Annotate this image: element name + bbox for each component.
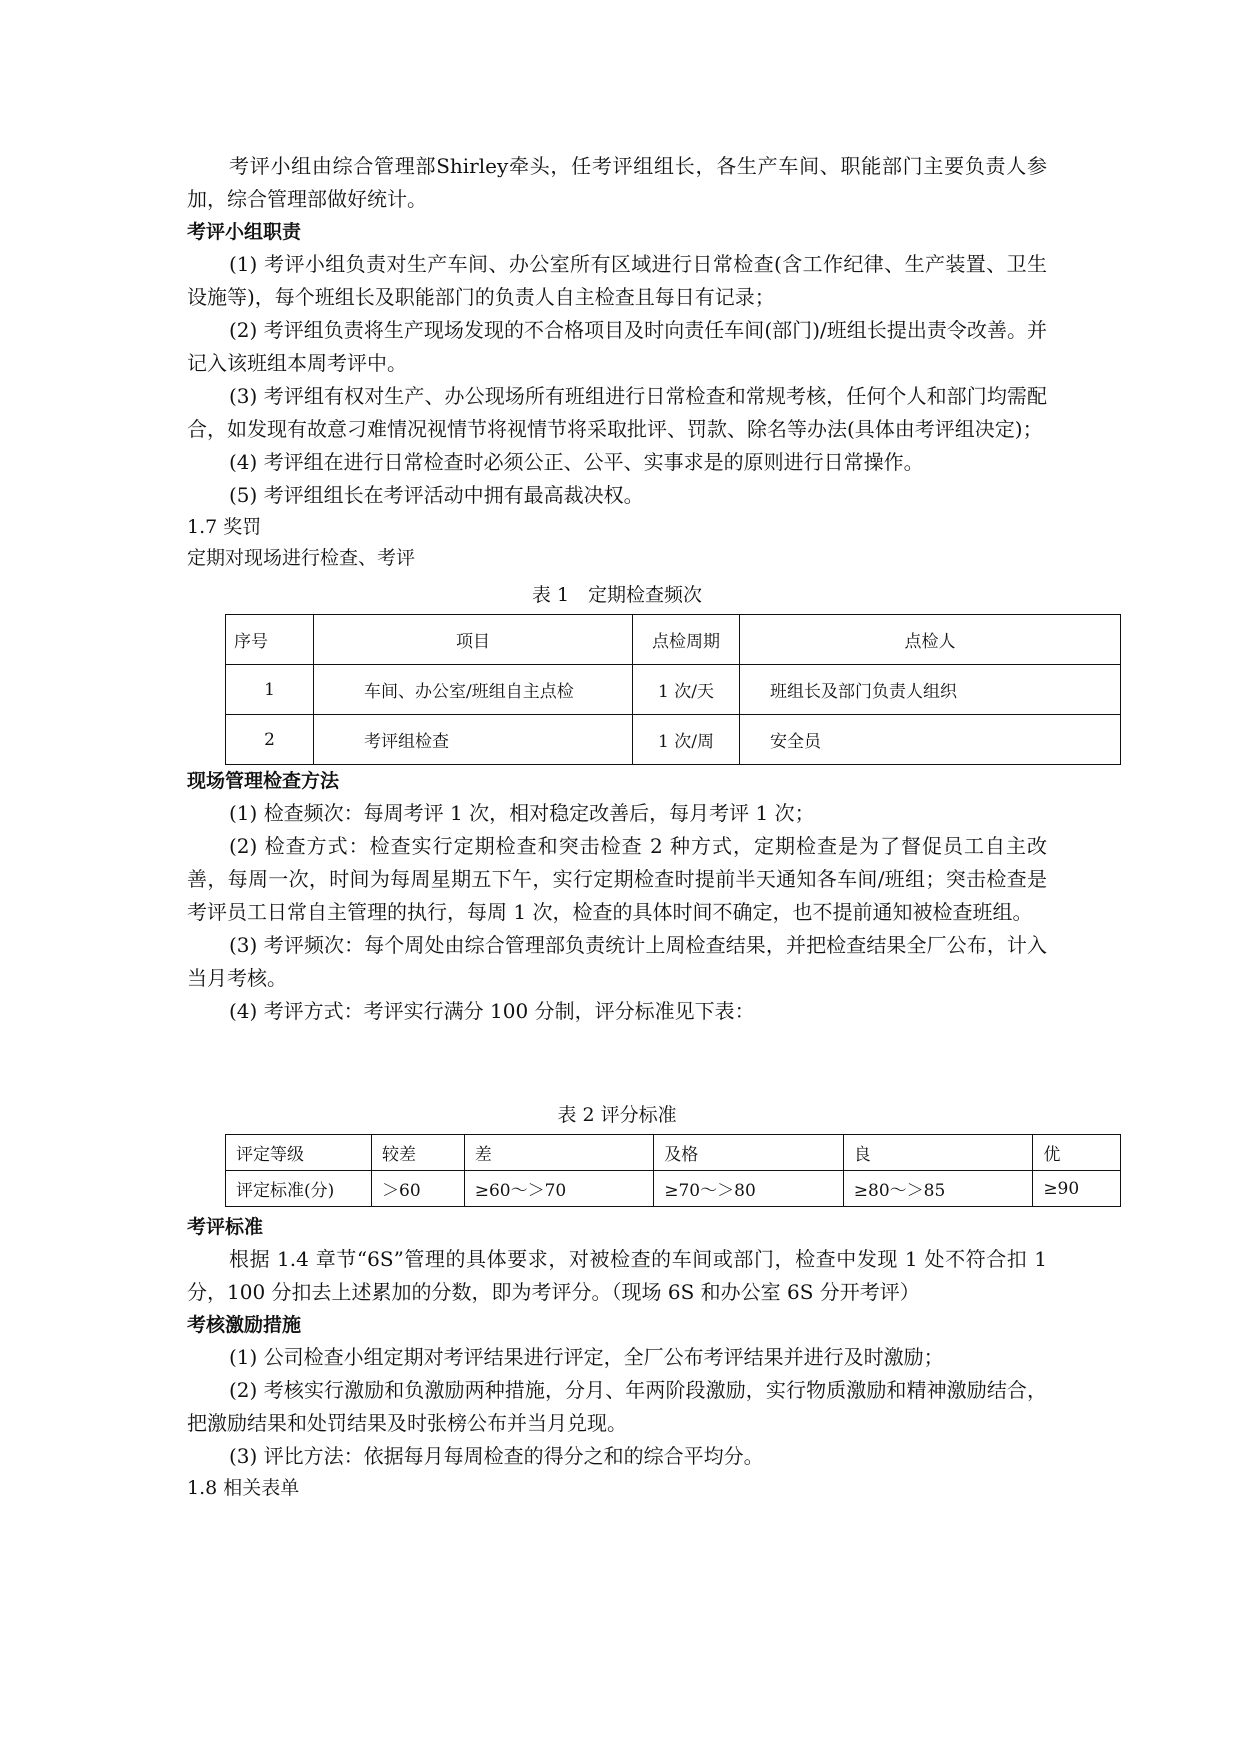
table-row [226,715,1121,765]
table-cell: 及格 [654,1135,844,1171]
table-cell: 良 [843,1135,1033,1171]
table-cell: 1 [226,665,314,715]
incentive-item: (2) 考核实行激励和负激励两种措施，分月、年两阶段激励，实行物质激励和精神激励结合，把激励结果和处罚结果及时张榜公布并当月兑现。 [187,1378,1047,1435]
table-cell: 评定标准(分) [226,1171,372,1207]
duty-item: (4) 考评组在进行日常检查时必须公正、公平、实事求是的原则进行日常操作。 [229,450,924,474]
section-1-7-heading: 1.7 奖罚 [187,516,262,538]
table-cell: 车间、办公室/班组自主点检 [314,665,633,715]
table-header-cell: 序号 [226,615,314,665]
table-cell: 1 次/天 [633,665,740,715]
incentive-heading: 考核激励措施 [187,1314,302,1336]
document-page [187,150,1080,1504]
table-cell: 班组长及部门负责人组织 [740,665,1121,715]
table-header-cell: 点检人 [740,615,1121,665]
method-heading: 现场管理检查方法 [187,770,340,792]
scoring-standard-table [225,1134,1121,1207]
duty-item: (3) 考评组有权对生产、办公现场所有班组进行日常检查和常规考核，任何个人和部门均需配合，如发现有故意刁难情况视情节将视情节将采取批评、罚款、除名等办法(具体由考评组决定)； [187,384,1047,441]
periodic-check-line: 定期对现场进行检查、考评 [187,547,416,569]
table-row [226,1135,1121,1171]
method-item: (1) 检查频次：每周考评 1 次，相对稳定改善后，每月考评 1 次； [229,801,815,825]
table-header-cell: 点检周期 [633,615,740,665]
duty-item: (5) 考评组组长在考评活动中拥有最高裁决权。 [229,483,644,507]
table-cell: ≥80～＞85 [843,1171,1033,1207]
incentive-item: (3) 评比方法：依据每月每周检查的得分之和的综合平均分。 [229,1444,764,1468]
standard-heading: 考评标准 [187,1216,264,1238]
table-row [226,665,1121,715]
incentive-item: (1) 公司检查小组定期对考评结果进行评定，全厂公布考评结果并进行及时激励； [229,1345,944,1369]
table-cell: ＞60 [372,1171,465,1207]
table-row [226,1171,1121,1207]
method-item: (2) 检查方式：检查实行定期检查和突击检查 2 种方式，定期检查是为了督促员工自主改善，每周一次，时间为每周星期五下午，实行定期检查时提前半天通知各车间/班组；突击检查是考评员工日常自主管理的执行，每周 1 次，检查的具体时间不确定，也不提前通知被检查班组。 [187,834,1047,924]
spacer [187,1028,1047,1094]
table-header-cell: 项目 [314,615,633,665]
duty-item: (1) 考评小组负责对生产车间、办公室所有区域进行日常检查(含工作纪律、生产装置、卫生设施等)，每个班组长及职能部门的负责人自主检查且每日有记录； [187,252,1047,309]
table-cell: ≥60～＞70 [464,1171,654,1207]
inspection-frequency-table [225,614,1121,765]
table-cell: 1 次/周 [633,715,740,765]
duties-heading: 考评小组职责 [187,221,302,243]
table-cell: 差 [464,1135,654,1171]
section-1-8-heading: 1.8 相关表单 [187,1477,300,1499]
table-cell: 较差 [372,1135,465,1171]
table-header-row [226,615,1121,665]
method-item: (4) 考评方式：考评实行满分 100 分制，评分标准见下表： [229,999,755,1023]
table-cell: ≥90 [1033,1171,1121,1207]
table1-caption: 表 1 定期检查频次 [531,584,703,606]
duty-item: (2) 考评组负责将生产现场发现的不合格项目及时向责任车间(部门)/班组长提出责令改善。并记入该班组本周考评中。 [187,318,1047,375]
table-cell: 优 [1033,1135,1121,1171]
standard-text: 根据 1.4 章节“6S”管理的具体要求，对被检查的车间或部门，检查中发现 1 处不符合扣 1 分，100 分扣去上述累加的分数，即为考评分。（现场 6S 和办公室 6S 分开考评） [187,1247,1047,1304]
table-cell: ≥70～＞80 [654,1171,844,1207]
table-cell: 评定等级 [226,1135,372,1171]
intro-paragraph: 考评小组由综合管理部Shirley牵头，任考评组组长，各生产车间、职能部门主要负责人参加，综合管理部做好统计。 [187,154,1047,211]
table-cell: 安全员 [740,715,1121,765]
table-cell: 考评组检查 [314,715,633,765]
table-cell: 2 [226,715,314,765]
table2-caption: 表 2 评分标准 [557,1104,677,1126]
method-item: (3) 考评频次：每个周处由综合管理部负责统计上周检查结果，并把检查结果全厂公布，计入当月考核。 [187,933,1047,990]
